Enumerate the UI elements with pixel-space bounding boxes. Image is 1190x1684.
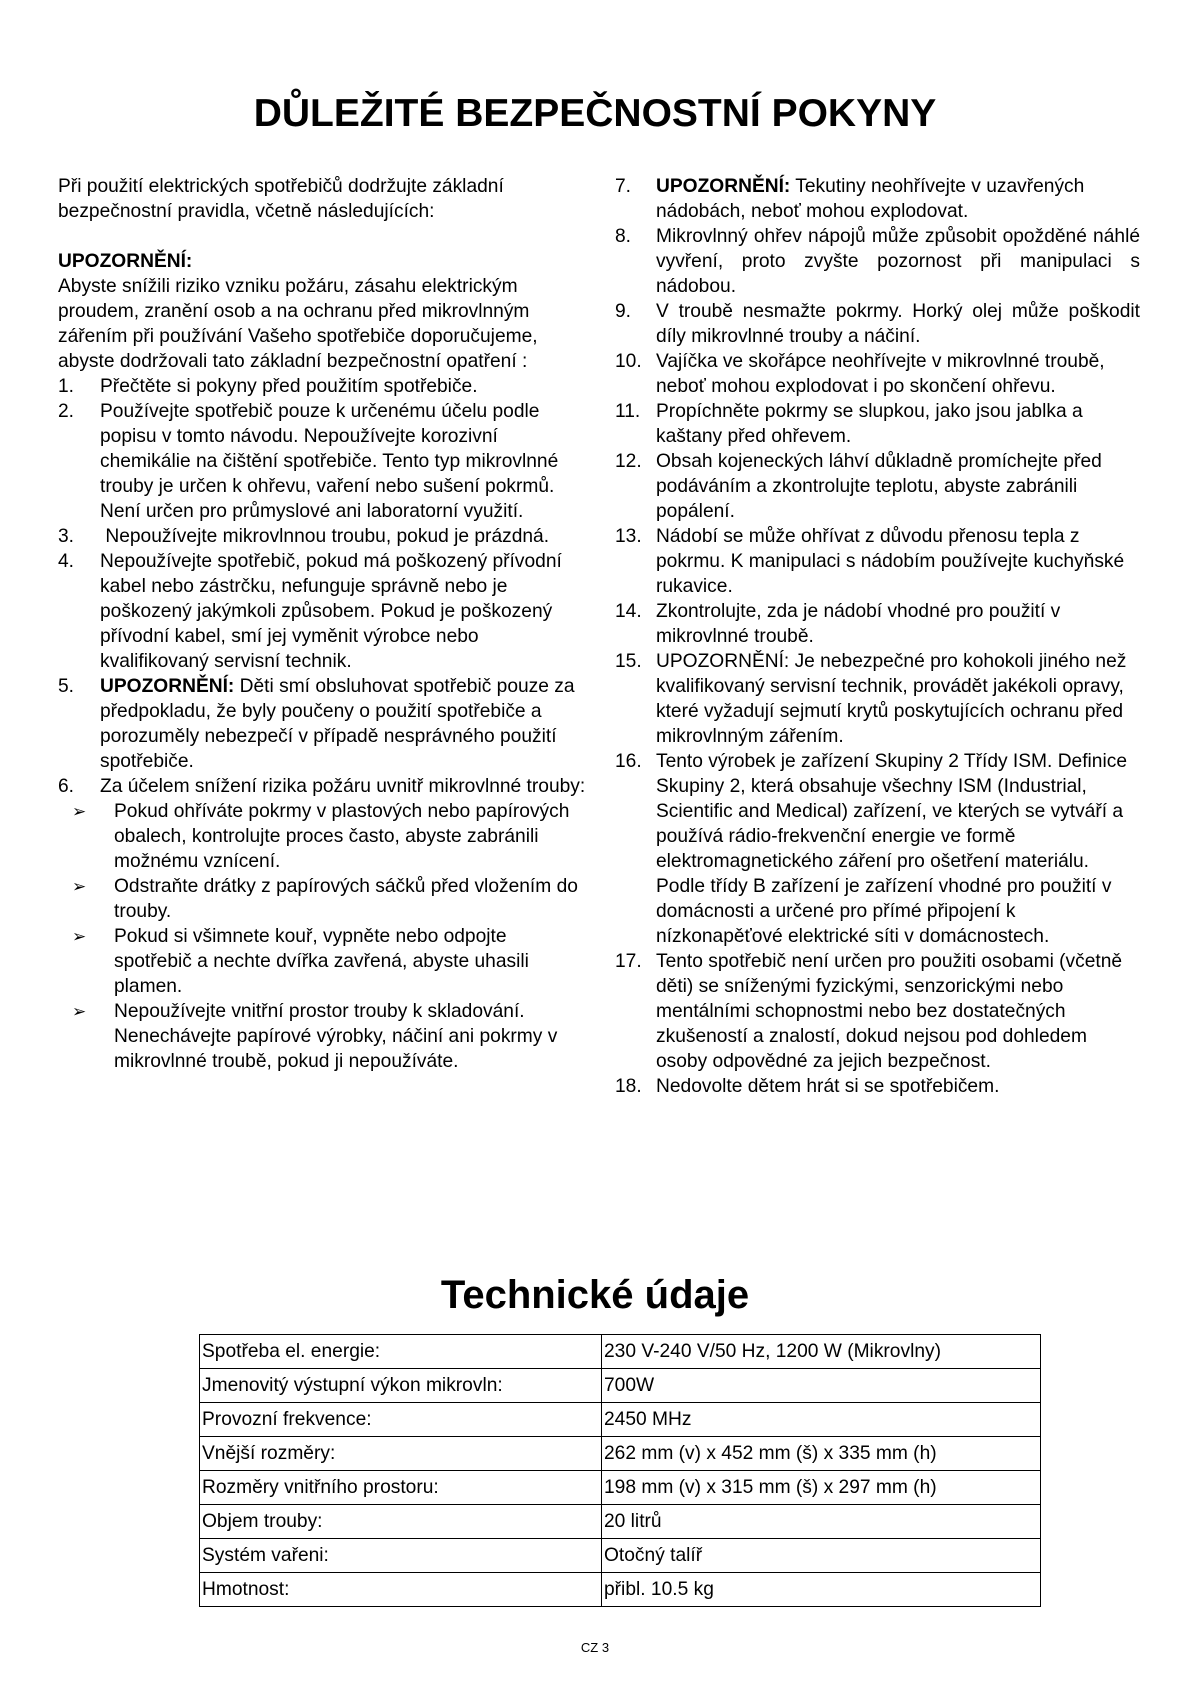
spec-label: Spotřeba el. energie: bbox=[200, 1335, 602, 1369]
bullet-item bbox=[72, 874, 588, 924]
bullet-text: Nepoužívejte vnitřní prostor trouby k skladování. Nenechávejte papírové výrobky, náčiní ani pokrmy v mikrovlnné troubě, pokud ji nepoužíváte. bbox=[114, 1001, 558, 1072]
item-number: 12. bbox=[615, 451, 642, 472]
bullet-text: Odstraňte drátky z papírových sáčků před vložením do trouby. bbox=[114, 876, 578, 922]
item-text: Propíchněte pokrmy se slupkou, jako jsou jablka a kaštany před ohřevem. bbox=[656, 401, 1083, 447]
table-row bbox=[200, 1471, 1041, 1505]
list-item-18 bbox=[615, 1074, 1140, 1099]
spec-label: Rozměry vnitřního prostoru: bbox=[200, 1471, 602, 1505]
table-row bbox=[200, 1437, 1041, 1471]
list-item-12 bbox=[615, 449, 1140, 524]
arrow-bullet-icon: ➢ bbox=[72, 877, 87, 896]
page-number: CZ 3 bbox=[580, 1640, 610, 1655]
spec-label: Hmotnost: bbox=[200, 1573, 602, 1607]
item-warning-label: UPOZORNĚNÍ: bbox=[100, 676, 235, 697]
bullet-text: Pokud ohříváte pokrmy v plastových nebo papírových obalech, kontrolujte proces často, abyste zabránili možnému vznícení. bbox=[114, 801, 570, 872]
specs-table bbox=[199, 1334, 1041, 1607]
bullet-item bbox=[72, 799, 588, 874]
table-row bbox=[200, 1539, 1041, 1573]
item-number: 7. bbox=[615, 176, 632, 197]
list-item-15 bbox=[615, 649, 1140, 749]
item-number: 17. bbox=[615, 951, 642, 972]
arrow-bullet-icon: ➢ bbox=[72, 802, 87, 821]
right-column bbox=[615, 174, 1140, 1099]
item-number: 15. bbox=[615, 651, 642, 672]
item-text bbox=[100, 674, 588, 774]
bullet-text: Pokud si všimnete kouř, vypněte nebo odpojte spotřebič a nechte dvířka zavřená, abyste uhasili plamen. bbox=[114, 926, 529, 997]
spec-value: přibl. 10.5 kg bbox=[602, 1573, 1041, 1607]
page-title: DŮLEŽITÉ BEZPEČNOSTNÍ POKYNY bbox=[253, 92, 937, 135]
table-row bbox=[200, 1369, 1041, 1403]
item-text: Používejte spotřebič pouze k určenému účelu podle popisu v tomto návodu. Nepoužívejte korozivní chemikálie na čištění spotřebiče. Tento typ mikrovlnné trouby je určen k ohřevu, vaření nebo sušení pokrmů. Není určen pro průmyslové ani laboratorní využití. bbox=[100, 401, 559, 522]
item-number: 18. bbox=[615, 1076, 642, 1097]
item-number: 14. bbox=[615, 601, 642, 622]
item-number: 3. bbox=[58, 526, 75, 547]
spec-label: Provozní frekvence: bbox=[200, 1403, 602, 1437]
table-row bbox=[200, 1505, 1041, 1539]
left-column bbox=[58, 174, 588, 1074]
spec-value: 262 mm (v) x 452 mm (š) x 335 mm (h) bbox=[602, 1437, 1041, 1471]
table-row bbox=[200, 1403, 1041, 1437]
item-text: V troubě nesmažte pokrmy. Horký olej může poškodit díly mikrovlnné trouby a náčiní. bbox=[656, 301, 1140, 347]
spec-value: 700W bbox=[602, 1369, 1041, 1403]
list-item-4 bbox=[58, 549, 588, 674]
item-number: 8. bbox=[615, 226, 632, 247]
item-number: 11. bbox=[615, 401, 641, 422]
list-item-5 bbox=[58, 674, 588, 774]
item-text: Tento spotřebič není určen pro použiti osobami (včetně děti) se sníženými fyzickými, senzorickými nebo mentálními schopnostmi nebo bez dostatečných zkušeností a znalostí, dokud nejsou pod dohledem osoby odpovědné za jejich bezpečnost. bbox=[656, 951, 1123, 1072]
item-number: 6. bbox=[58, 776, 75, 797]
item-text: Za účelem snížení rizika požáru uvnitř mikrovlnné trouby: bbox=[100, 776, 586, 797]
spec-value: 20 litrů bbox=[602, 1505, 1041, 1539]
spec-label: Vnější rozměry: bbox=[200, 1437, 602, 1471]
item-number: 5. bbox=[58, 676, 75, 697]
warning-text: Abyste snížili riziko vzniku požáru, zásahu elektrickým proudem, zranění osob a na ochranu před mikrovlnným zářením při používání Vašeho spotřebiče doporučujeme, abyste dodržovali tato základní bezpečnostní opatření : bbox=[58, 276, 538, 372]
arrow-bullet-icon: ➢ bbox=[72, 927, 87, 946]
arrow-bullet-icon: ➢ bbox=[72, 1002, 87, 1021]
list-item-3 bbox=[58, 524, 588, 549]
list-item-9 bbox=[615, 299, 1140, 349]
spec-value: 230 V-240 V/50 Hz, 1200 W (Mikrovlny) bbox=[602, 1335, 1041, 1369]
bullet-item bbox=[72, 999, 588, 1074]
list-item-16 bbox=[615, 749, 1140, 949]
item-number: 16. bbox=[615, 751, 642, 772]
spec-label: Jmenovitý výstupní výkon mikrovln: bbox=[200, 1369, 602, 1403]
list-item-2 bbox=[58, 399, 588, 524]
list-item-8 bbox=[615, 224, 1140, 299]
item-number: 1. bbox=[58, 376, 75, 397]
bullet-item bbox=[72, 924, 588, 999]
item-text: Nedovolte dětem hrát si se spotřebičem. bbox=[656, 1076, 1000, 1097]
item-number: 2. bbox=[58, 401, 75, 422]
item-text: Tento výrobek je zařízení Skupiny 2 Třídy ISM. Definice Skupiny 2, která obsahuje všechny ISM (Industrial, Scientific and Medical) zařízení, ve kterých se vytváří a používá rádio-frekvenční energie ve formě elektromagnetického záření pro ošetření materiálu. Podle třídy B zařízení je zařízení vhodné pro použití v domácnosti a určené pro přímé připojení k nízkonapěťové elektrické síti v domácnostech. bbox=[656, 751, 1128, 947]
spec-value: 198 mm (v) x 315 mm (š) x 297 mm (h) bbox=[602, 1471, 1041, 1505]
list-item-10 bbox=[615, 349, 1140, 399]
item-text bbox=[656, 174, 1140, 224]
intro-text: Při použití elektrických spotřebičů dodržujte základní bezpečnostní pravidla, včetně následujících: bbox=[58, 176, 504, 222]
spec-label: Systém vařeni: bbox=[200, 1539, 602, 1573]
item-body: Děti smí obsluhovat spotřebič pouze za předpokladu, že byly poučeny o použití spotřebiče a porozuměly nebezpečí v případě nesprávného použití spotřebiče. bbox=[100, 676, 575, 772]
list-item-11 bbox=[615, 399, 1140, 449]
item-body: Tekutiny neohřívejte v uzavřených nádobách, neboť mohou explodovat. bbox=[656, 176, 1085, 222]
item-warning-label: UPOZORNĚNÍ: bbox=[656, 176, 791, 197]
list-item-6 bbox=[58, 774, 588, 799]
spec-value: 2450 MHz bbox=[602, 1403, 1041, 1437]
item-text: Mikrovlnný ohřev nápojů může způsobit opožděné náhlé vyvření, proto zvyšte pozornost při manipulaci s nádobou. bbox=[656, 226, 1140, 297]
table-row bbox=[200, 1335, 1041, 1369]
item-text: UPOZORNĚNÍ: Je nebezpečné pro kohokoli jiného než kvalifikovaný servisní technik, provádět jakékoli opravy, které vyžadují sejmutí krytů poskytujících ochranu před mikrovlnným zářením. bbox=[656, 651, 1127, 747]
item-number: 9. bbox=[615, 301, 632, 322]
item-text: Nádobí se může ohřívat z důvodu přenosu tepla z pokrmu. K manipulaci s nádobím používejte kuchyňské rukavice. bbox=[656, 526, 1125, 597]
list-item-1 bbox=[58, 374, 588, 399]
tech-specs-title: Technické údaje bbox=[440, 1273, 750, 1317]
table-row bbox=[200, 1573, 1041, 1607]
spec-value: Otočný talíř bbox=[602, 1539, 1041, 1573]
list-item-17 bbox=[615, 949, 1140, 1074]
item-number: 10. bbox=[615, 351, 642, 372]
item-text: Vajíčka ve skořápce neohřívejte v mikrovlnné troubě, neboť mohou explodovat i po skončení ohřevu. bbox=[656, 351, 1105, 397]
item-number: 13. bbox=[615, 526, 642, 547]
list-item-13 bbox=[615, 524, 1140, 599]
item-text: Zkontrolujte, zda je nádobí vhodné pro použití v mikrovlnné troubě. bbox=[656, 601, 1061, 647]
item-text: Nepoužívejte spotřebič, pokud má poškozený přívodní kabel nebo zástrčku, nefunguje správně nebo je poškozený jakýmkoli způsobem. Pokud je poškozený přívodní kabel, smí jej vyměnit výrobce nebo kvalifikovaný servisní technik. bbox=[100, 551, 562, 672]
item-text: Obsah kojeneckých láhví důkladně promíchejte před podáváním a zkontrolujte teplotu, abyste zabránili popálení. bbox=[656, 451, 1102, 522]
list-item-14 bbox=[615, 599, 1140, 649]
spec-label: Objem trouby: bbox=[200, 1505, 602, 1539]
item-text: Nepoužívejte mikrovlnnou troubu, pokud je prázdná. bbox=[100, 526, 550, 547]
item-text: Přečtěte si pokyny před použitím spotřebiče. bbox=[100, 376, 478, 397]
list-item-7 bbox=[615, 174, 1140, 224]
item-number: 4. bbox=[58, 551, 75, 572]
warning-heading: UPOZORNĚNÍ: bbox=[58, 251, 193, 272]
